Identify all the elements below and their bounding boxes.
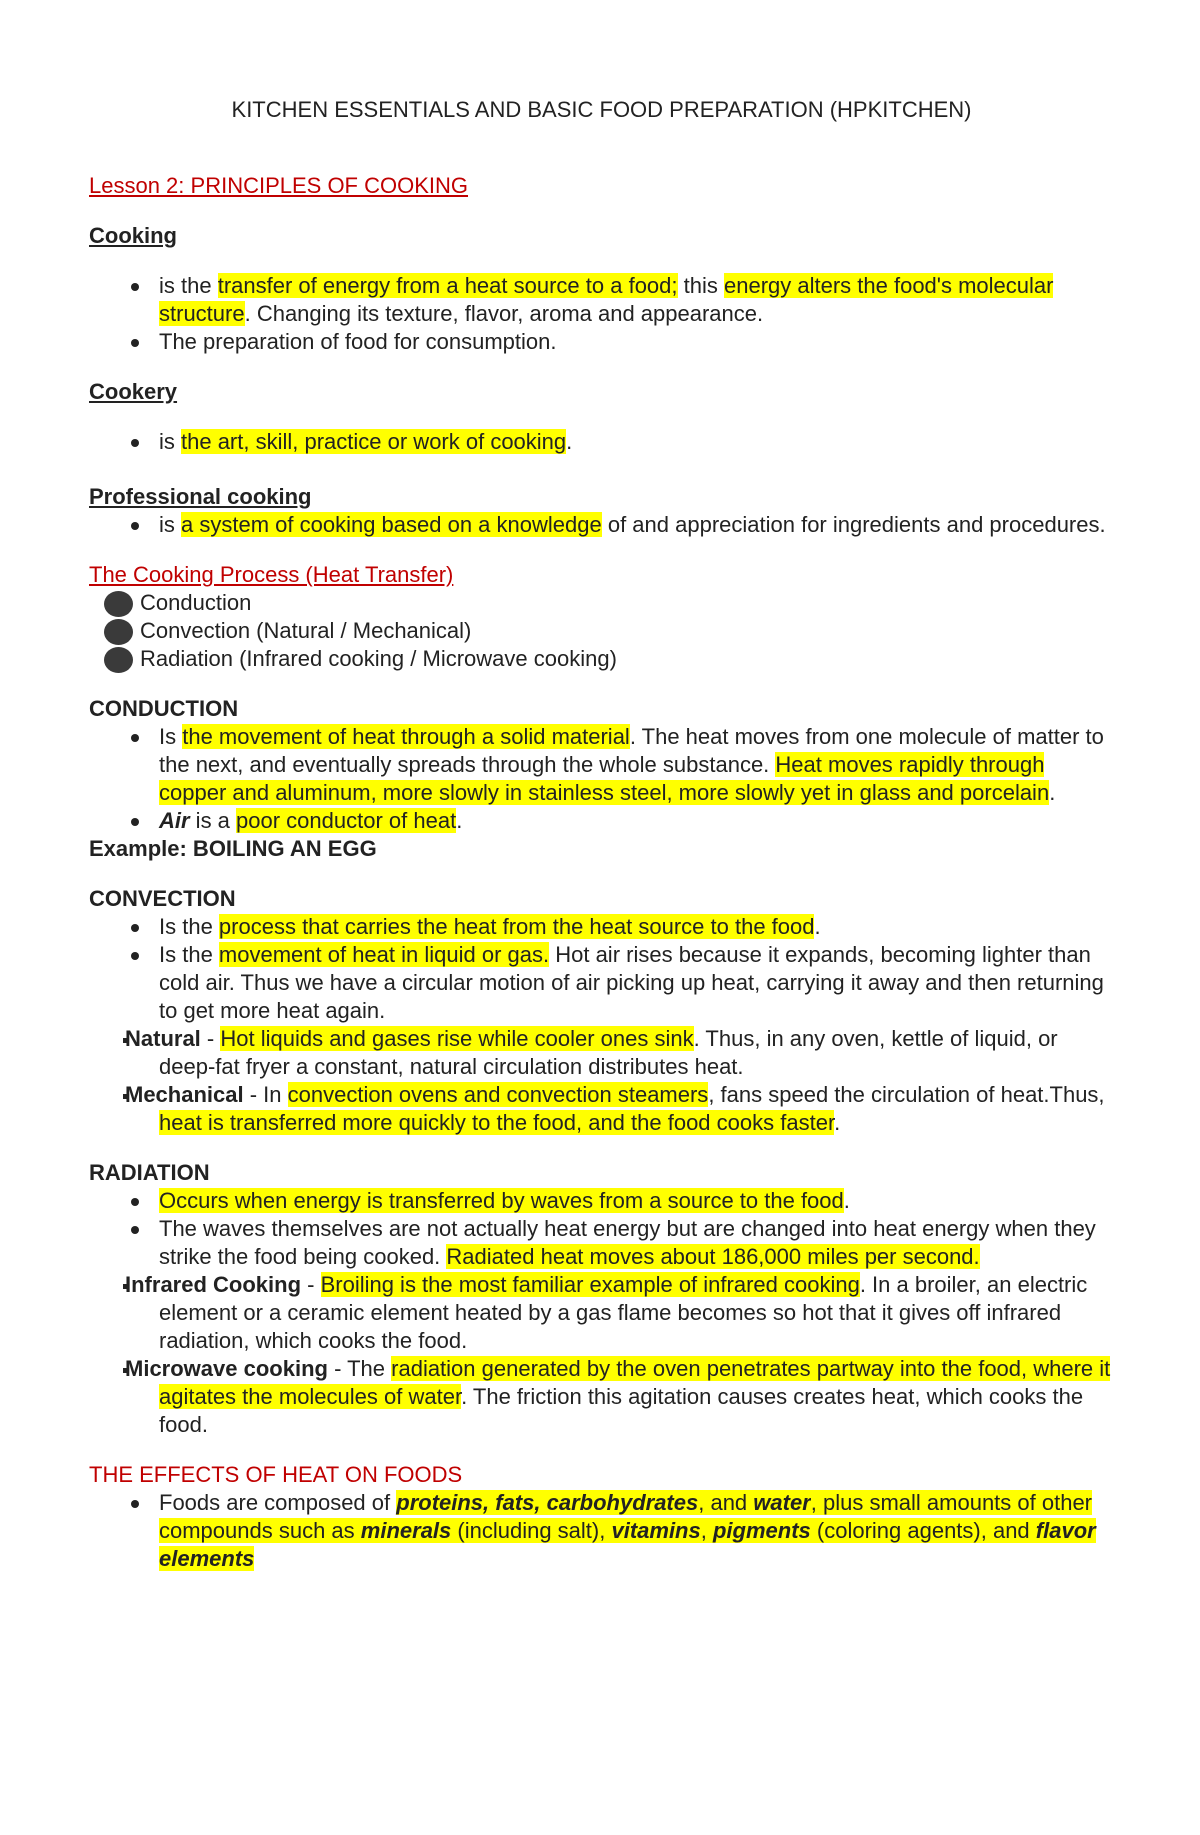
square-bullet-icon bbox=[89, 1081, 125, 1109]
list-item: Radiation (Infrared cooking / Microwave cooking) bbox=[89, 645, 1114, 673]
bullet-icon bbox=[131, 818, 139, 826]
highlighted-text: vitamins bbox=[611, 1518, 701, 1543]
professional-cooking-list bbox=[89, 511, 1114, 539]
bullet-icon bbox=[131, 439, 139, 447]
list-item: Microwave cooking - The radiation generated by the oven penetrates partway into the food, where it agitates the molecules of water. The friction this agitation causes creates heat, which cooks the food. bbox=[89, 1355, 1114, 1439]
cooking-heading: Cooking bbox=[89, 223, 177, 248]
list-item: The waves themselves are not actually heat energy but are changed into heat energy when they strike the food being cooked. Radiated heat moves about 186,000 miles per second. bbox=[89, 1215, 1114, 1271]
lesson-title: Lesson 2: PRINCIPLES OF COOKING bbox=[89, 173, 469, 198]
bullet-icon bbox=[131, 952, 139, 960]
highlighted-text: the art, skill, practice or work of cooking bbox=[181, 429, 567, 454]
bullet-icon bbox=[131, 1198, 139, 1206]
highlighted-text: , bbox=[700, 1518, 713, 1543]
list-item: Convection (Natural / Mechanical) bbox=[89, 617, 1114, 645]
highlighted-text: flavor elements bbox=[159, 1518, 1096, 1571]
document-title: KITCHEN ESSENTIALS AND BASIC FOOD PREPARATION (HPKITCHEN) bbox=[231, 97, 972, 122]
convection-heading: CONVECTION bbox=[89, 886, 236, 911]
square-bullet-icon bbox=[89, 1271, 125, 1299]
highlighted-text: Broiling is the most familiar example of infrared cooking bbox=[320, 1272, 860, 1297]
highlighted-text: movement of heat in liquid or gas. bbox=[218, 942, 550, 967]
highlighted-text: Radiated heat moves about 186,000 miles per second. bbox=[446, 1244, 980, 1269]
highlighted-text: heat is transferred more quickly to the food, and the food cooks faster bbox=[159, 1110, 835, 1135]
effects-heading: THE EFFECTS OF HEAT ON FOODS bbox=[89, 1462, 463, 1487]
list-item: is a system of cooking based on a knowledge of and appreciation for ingredients and procedures. bbox=[89, 511, 1114, 539]
list-item: Natural - Hot liquids and gases rise while cooler ones sink. Thus, in any oven, kettle of liquid, or deep-fat fryer a constant, natural circulation distributes heat. bbox=[89, 1025, 1114, 1081]
highlighted-text: radiation generated by the oven penetrates partway into the food, where it agitates the molecules of water bbox=[159, 1356, 1111, 1409]
highlighted-text: convection ovens and convection steamers bbox=[287, 1082, 709, 1107]
highlighted-text: poor conductor of heat bbox=[236, 808, 457, 833]
radiation-heading: RADIATION bbox=[89, 1160, 210, 1185]
conduction-heading: CONDUCTION bbox=[89, 696, 239, 721]
highlighted-text: the movement of heat through a solid material bbox=[182, 724, 630, 749]
bullet-icon bbox=[131, 283, 139, 291]
professional-cooking-heading: Professional cooking bbox=[89, 484, 312, 509]
highlighted-text: pigments bbox=[712, 1518, 811, 1543]
highlighted-text: transfer of energy from a heat source to a food; bbox=[217, 273, 678, 298]
highlighted-text: , plus small amounts of other compounds such as bbox=[159, 1490, 1093, 1543]
highlighted-text: minerals bbox=[360, 1518, 452, 1543]
highlighted-text: proteins, fats, carbohydrates bbox=[396, 1490, 699, 1515]
cooking-process-heading: The Cooking Process (Heat Transfer) bbox=[89, 562, 454, 587]
cookery-heading: Cookery bbox=[89, 379, 178, 404]
list-item: Occurs when energy is transferred by waves from a source to the food. bbox=[89, 1187, 1114, 1215]
highlighted-text: (coloring agents), and bbox=[810, 1518, 1036, 1543]
list-item: The preparation of food for consumption. bbox=[89, 328, 1114, 356]
list-item: Is the movement of heat in liquid or gas. Hot air rises because it expands, becoming lighter than cold air. Thus we have a circular motion of air picking up heat, carrying it away and then returning to get more heat again. bbox=[89, 941, 1114, 1025]
highlighted-text: a system of cooking based on a knowledge bbox=[181, 512, 602, 537]
list-item: Foods are composed of proteins, fats, carbohydrates, and water, plus small amounts of other compounds such as minerals (including salt), vitamins, pigments (coloring agents), and flavor elements bbox=[89, 1489, 1114, 1573]
cookery-list bbox=[89, 428, 1114, 456]
highlighted-text: , and bbox=[698, 1490, 754, 1515]
convection-list bbox=[89, 913, 1114, 1137]
square-bullet-icon bbox=[89, 1025, 125, 1053]
circle-bullet-icon bbox=[104, 591, 133, 617]
list-item: Conduction bbox=[89, 589, 1114, 617]
conduction-list bbox=[89, 723, 1114, 835]
list-item: Is the movement of heat through a solid material. The heat moves from one molecule of matter to the next, and eventually spreads through the whole substance. Heat moves rapidly through copper and aluminum, more slowly in stainless steel, more slowly yet in glass and porcelain. bbox=[89, 723, 1114, 807]
list-item: Air is a poor conductor of heat. bbox=[89, 807, 1114, 835]
highlighted-text: Hot liquids and gases rise while cooler ones sink bbox=[220, 1026, 694, 1051]
highlighted-text: water bbox=[753, 1490, 811, 1515]
list-item: Infrared Cooking - Broiling is the most familiar example of infrared cooking. In a broiler, an electric element or a ceramic element heated by a gas flame becomes so hot that it gives off infrared radiation, which cooks the food. bbox=[89, 1271, 1114, 1355]
list-item: Is the process that carries the heat from the heat source to the food. bbox=[89, 913, 1114, 941]
bullet-icon bbox=[131, 339, 139, 347]
bullet-icon bbox=[131, 1500, 139, 1508]
highlighted-text: (including salt), bbox=[451, 1518, 612, 1543]
bullet-icon bbox=[131, 924, 139, 932]
effects-list bbox=[89, 1489, 1114, 1573]
highlighted-text: process that carries the heat from the heat source to the food bbox=[218, 914, 815, 939]
radiation-list bbox=[89, 1187, 1114, 1439]
list-item: is the art, skill, practice or work of cooking. bbox=[89, 428, 1114, 456]
circle-bullet-icon bbox=[104, 647, 133, 673]
highlighted-text: Occurs when energy is transferred by waves from a source to the food bbox=[159, 1188, 844, 1213]
highlighted-text: energy alters the food's molecular structure bbox=[159, 273, 1054, 326]
highlighted-text: Heat moves rapidly through copper and aluminum, more slowly in stainless steel, more slowly yet in glass and porcelain bbox=[159, 752, 1050, 805]
square-bullet-icon bbox=[89, 1355, 125, 1383]
list-item: is the transfer of energy from a heat source to a food; this energy alters the food's molecular structure. Changing its texture, flavor, aroma and appearance. bbox=[89, 272, 1114, 328]
bullet-icon bbox=[131, 1226, 139, 1234]
conduction-example: Example: BOILING AN EGG bbox=[89, 836, 377, 861]
heat-transfer-list bbox=[89, 589, 1114, 673]
cooking-list bbox=[89, 272, 1114, 356]
list-item: Mechanical - In convection ovens and convection steamers, fans speed the circulation of heat.Thus, heat is transferred more quickly to the food, and the food cooks faster. bbox=[89, 1081, 1114, 1137]
bullet-icon bbox=[131, 522, 139, 530]
circle-bullet-icon bbox=[104, 619, 133, 645]
bullet-icon bbox=[131, 734, 139, 742]
